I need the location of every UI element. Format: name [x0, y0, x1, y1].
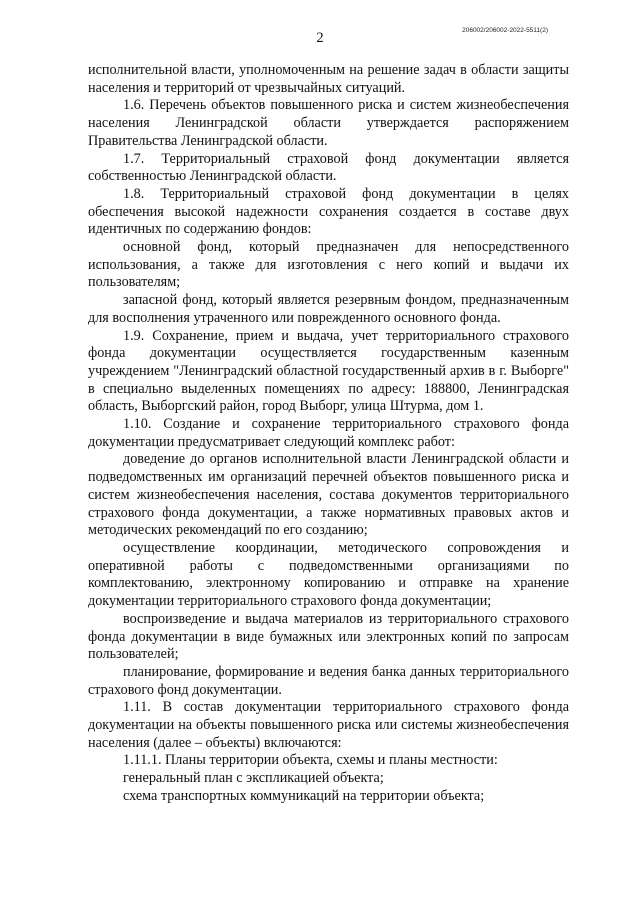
paragraph: исполнительной власти, уполномоченным на решение задач в области защиты населения и территорий от чрезвычайных ситуаций. [88, 62, 569, 96]
paragraph: схема транспортных коммуникаций на территории объекта; [123, 787, 485, 804]
paragraph: генеральный план с экспликацией объекта; [123, 770, 384, 787]
paragraph: 1.6. Перечень объектов повышенного риска и систем жизнеобеспечения населения Ленинградской области утверждается распоряжением Правительства Ленинградской области. [88, 97, 569, 149]
paragraph: основной фонд, который предназначен для непосредственного использования, а также для изготовления с него копий и выдачи их пользователям; [88, 239, 569, 291]
paragraph: 1.7. Территориальный страховой фонд документации является собственностью Ленинградской области. [88, 150, 569, 185]
paragraph: 1.8. Территориальный страховой фонд документации в целях обеспечения высокой надежности сохранения создается в составе двух идентичных по содержанию фондов: [88, 185, 569, 238]
paragraph: воспроизведение и выдача материалов из территориального страхового фонда документации в виде бумажных или электронных копий по запросам пользователей; [88, 610, 569, 663]
paragraph: 1.10. Создание и сохранение территориального страхового фонда документации предусматривает следующий комплекс работ: [88, 416, 569, 450]
paragraph: доведение до органов исполнительной власти Ленинградской области и подведомственных им организаций перечней объектов повышенного риска и систем жизнеобеспечения населения, состава документов территориального страхового фонда документации, а также нормативных правовых актов и методических рекомендаций по его созданию; [88, 451, 569, 539]
paragraph: осуществление координации, методического сопровождения и оперативной работы с подведомственными организациями по комплектованию, электронному копированию и отправке на хранение документации территориального страхового фонда документации; [88, 539, 569, 610]
document-body [88, 62, 569, 806]
page-number: 2 [316, 30, 324, 46]
paragraph: запасной фонд, который является резервным фондом, предназначенным для восполнения утраченного или поврежденного основного фонда. [88, 292, 569, 326]
paragraph: 1.11. В состав документации территориального страхового фонда документации на объекты повышенного риска или системы жизнеобеспечения населения (далее – объекты) включаются: [88, 699, 569, 751]
paragraph: планирование, формирование и ведения банка данных территориального страхового фонд документации. [88, 663, 569, 698]
paragraph: 1.11.1. Планы территории объекта, схемы и планы местности: [123, 752, 498, 769]
document-id: 206002/206002-2022-5511(2) [462, 27, 548, 34]
paragraph: 1.9. Сохранение, прием и выдача, учет территориального страхового фонда документации осуществляется государственным казенным учреждением "Ленинградский областной государственный архив в г. Выборге" в специально выделенных помещениях по адресу: 188800, Ленинградская область, Выборгский район, город Выборг, улица Штурма, дом 1. [88, 327, 569, 415]
